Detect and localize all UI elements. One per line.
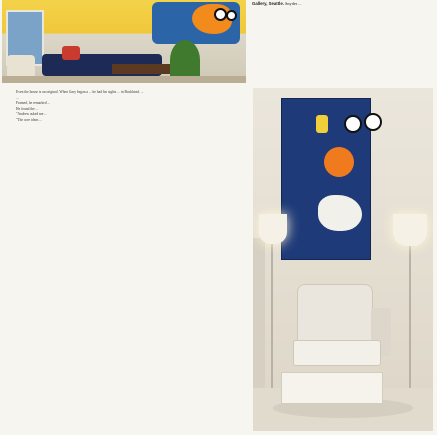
paragraph-2: ...: [16, 95, 19, 100]
floor-lamp-right-pole: [409, 238, 411, 398]
paragraph-5: "Andrew asked me ...: [16, 112, 48, 117]
paragraph-4: He found the ...: [16, 106, 39, 111]
paragraph-6: "The core ideas ...: [16, 117, 43, 122]
photo-caption: [252, 1, 432, 79]
floor-lamp-left-shade: [259, 214, 287, 244]
paragraph-1: Even the house is an original. When Gary began a ... he had his sights ... in Buckhead. ...: [16, 90, 144, 94]
floor-lamp-right-shade: [393, 214, 427, 246]
painting-eye-left: [344, 115, 362, 133]
caption-text: Snyder ...: [285, 1, 302, 6]
bottom-right-photo: [253, 88, 433, 431]
article-body: [10, 90, 246, 430]
red-cushion: [62, 46, 80, 60]
painting-eye-right: [364, 113, 382, 131]
white-chair-back: [297, 284, 373, 348]
potted-plant: [170, 40, 200, 80]
caption-lead: Gallery, Seattle.: [252, 1, 284, 6]
floor: [2, 76, 246, 83]
coffee-table: [112, 64, 172, 74]
fish-sculpture: [192, 4, 232, 34]
painting-white-shape: [318, 195, 362, 231]
blue-painting: [281, 98, 371, 260]
floor-lamp-left-pole: [271, 238, 273, 393]
sculpture-eye-2: [226, 10, 237, 21]
painting-yellow-shape: [316, 115, 328, 133]
white-chair-seat: [293, 340, 381, 366]
top-left-photo: [2, 0, 246, 83]
paragraph-3: Framed, he remarked ...: [16, 101, 51, 106]
painting-orange-shape: [324, 147, 354, 177]
white-side-table: [281, 372, 383, 404]
door: [253, 238, 265, 398]
